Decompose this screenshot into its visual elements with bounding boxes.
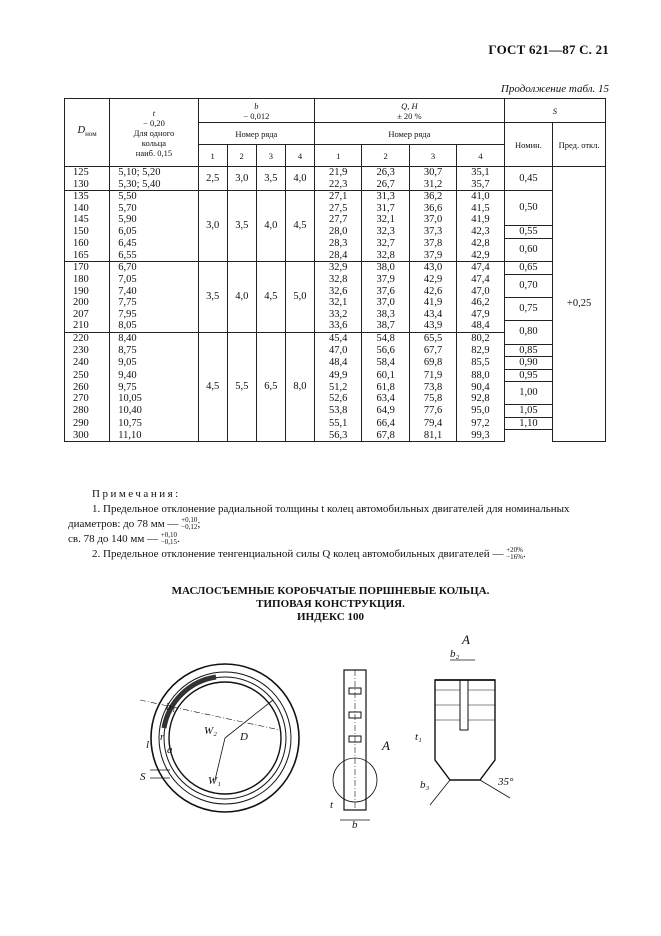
cell-t: 7,95 [110, 309, 198, 321]
cell-q: 97,2 [457, 417, 504, 430]
table-row [65, 274, 606, 286]
cell-d: 230 [65, 344, 110, 357]
cell-s-nominal: 0,50 [504, 191, 552, 226]
cell-b: 5,5 [227, 332, 256, 442]
cell-q: 32,9 [315, 262, 362, 275]
cell-q: 33,2 [315, 309, 362, 321]
cell-q: 45,4 [315, 332, 362, 344]
cell-q: 42,9 [409, 274, 456, 286]
cell-s-nominal: 0,85 [504, 344, 552, 357]
label-t1: t₁ [415, 731, 422, 743]
cell-t: 6,55 [110, 250, 198, 262]
table-row [65, 167, 606, 179]
table-row [65, 357, 606, 370]
cell-q: 67,8 [362, 430, 409, 442]
cell-q: 28,3 [315, 238, 362, 250]
table-row [65, 382, 606, 394]
table-row [65, 262, 606, 275]
cell-q: 77,6 [409, 405, 456, 418]
num: 2 [227, 145, 256, 167]
cell-q: 71,9 [409, 369, 456, 382]
cell-q: 46,2 [457, 297, 504, 309]
cell-q: 41,9 [457, 214, 504, 226]
cell-t: 10,40 [110, 405, 198, 418]
cell-q: 30,7 [409, 167, 456, 179]
cell-t: 8,05 [110, 320, 198, 332]
notes-heading: Примечания: [92, 488, 181, 500]
cell-q: 48,4 [315, 357, 362, 370]
s-nominal-head: Номин. [504, 123, 552, 167]
cell-d: 135 [65, 191, 110, 203]
cell-d: 250 [65, 369, 110, 382]
cell-b: 3,5 [227, 191, 256, 262]
label-b1: b₁ [166, 701, 176, 713]
cell-q: 67,7 [409, 344, 456, 357]
cell-q: 55,1 [315, 417, 362, 430]
cell-d: 290 [65, 417, 110, 430]
cell-d: 145 [65, 214, 110, 226]
label-w1: W₁ [208, 775, 221, 787]
cell-b: 8,0 [285, 332, 314, 442]
cell-t: 7,40 [110, 286, 198, 298]
cell-q: 43,0 [409, 262, 456, 275]
cell-t: 5,50 [110, 191, 198, 203]
cell-q: 37,0 [362, 297, 409, 309]
cell-q: 69,8 [409, 357, 456, 370]
cell-q: 27,1 [315, 191, 362, 203]
table-row [65, 430, 606, 442]
cell-q: 32,7 [362, 238, 409, 250]
cell-q: 22,3 [315, 179, 362, 191]
cell-t: 8,75 [110, 344, 198, 357]
cell-q: 52,6 [315, 393, 362, 405]
cell-q: 73,8 [409, 382, 456, 394]
head-b: b − 0,012 [198, 99, 314, 123]
label-l: l [146, 739, 150, 751]
cell-q: 35,7 [457, 179, 504, 191]
ring-section-view [333, 670, 377, 820]
cell-q: 26,3 [362, 167, 409, 179]
cell-q: 41,9 [409, 297, 456, 309]
cell-t: 10,05 [110, 393, 198, 405]
cell-b: 3,0 [227, 167, 256, 191]
cell-q: 64,9 [362, 405, 409, 418]
cell-q: 65,5 [409, 332, 456, 344]
cell-q: 75,8 [409, 393, 456, 405]
cell-s-nominal: 0,75 [504, 297, 552, 320]
note-1c: св. 78 до 140 мм — +0,10 −0,15. [68, 531, 180, 546]
cell-q: 90,4 [457, 382, 504, 394]
cell-q: 43,9 [409, 320, 456, 332]
num: 2 [362, 145, 409, 167]
cell-q: 32,1 [362, 214, 409, 226]
label-d: D [240, 731, 248, 743]
cell-d: 170 [65, 262, 110, 275]
cell-d: 280 [65, 405, 110, 418]
cell-d: 207 [65, 309, 110, 321]
cell-q: 28,0 [315, 226, 362, 239]
table-row [65, 320, 606, 332]
cell-q: 63,4 [362, 393, 409, 405]
label-t: t [330, 799, 334, 811]
note-2: 2. Предельное отклонение тенгенциальной силы Q колец автомобильных двигателей — +20% −16%. [92, 546, 526, 561]
cell-t: 8,40 [110, 332, 198, 344]
cell-q: 38,3 [362, 309, 409, 321]
cell-q: 38,7 [362, 320, 409, 332]
cell-b: 3,5 [198, 262, 227, 333]
cell-d: 300 [65, 430, 110, 442]
cell-b: 4,0 [285, 167, 314, 191]
cell-q: 47,0 [315, 344, 362, 357]
cell-q: 61,8 [362, 382, 409, 394]
cell-q: 85,5 [457, 357, 504, 370]
label-w2: W₂ [204, 725, 217, 737]
cell-q: 35,1 [457, 167, 504, 179]
cell-t: 11,10 [110, 430, 198, 442]
cell-q: 88,0 [457, 369, 504, 382]
cell-q: 80,2 [457, 332, 504, 344]
cell-q: 43,4 [409, 309, 456, 321]
cell-d: 260 [65, 382, 110, 394]
note-1b: диаметров: до 78 мм — +0,10 −0,12; [68, 516, 201, 531]
cell-s-nominal: 0,90 [504, 357, 552, 370]
cell-q: 54,8 [362, 332, 409, 344]
cell-q: 28,4 [315, 250, 362, 262]
label-A-2: A [462, 632, 470, 647]
cell-q: 38,0 [362, 262, 409, 275]
cell-q: 41,0 [457, 191, 504, 203]
cell-d: 180 [65, 274, 110, 286]
cell-t: 9,40 [110, 369, 198, 382]
num: 4 [285, 145, 314, 167]
cell-q: 47,9 [457, 309, 504, 321]
cell-q: 47,4 [457, 262, 504, 275]
cell-t: 6,45 [110, 238, 198, 250]
cell-b: 4,5 [198, 332, 227, 442]
cell-q: 32,1 [315, 297, 362, 309]
cell-s-nominal: 0,60 [504, 238, 552, 262]
cell-b: 2,5 [198, 167, 227, 191]
label-s: S [140, 771, 146, 783]
cell-t: 6,05 [110, 226, 198, 239]
cell-q: 42,6 [409, 286, 456, 298]
cell-q: 31,2 [409, 179, 456, 191]
head-d: $D_{ном}$ [65, 99, 110, 167]
cell-s-nominal: 1,00 [504, 382, 552, 405]
cell-q: 49,9 [315, 369, 362, 382]
cell-q: 37,8 [409, 238, 456, 250]
cell-t: 5,10; 5,20 [110, 167, 198, 179]
cell-s-nominal: 1,10 [504, 417, 552, 430]
cell-s-nominal: 0,70 [504, 274, 552, 297]
head-t: t − 0,20 Для одного кольца наиб. 0,15 [110, 99, 198, 167]
cell-t: 5,30; 5,40 [110, 179, 198, 191]
label-r: r [160, 731, 165, 743]
cell-q: 79,4 [409, 417, 456, 430]
row-number-q: Номер ряда [315, 123, 505, 145]
cell-t: 5,70 [110, 203, 198, 215]
cell-d: 210 [65, 320, 110, 332]
cell-q: 32,8 [315, 274, 362, 286]
cell-q: 26,7 [362, 179, 409, 191]
cell-d: 165 [65, 250, 110, 262]
cell-q: 37,3 [409, 226, 456, 239]
cell-t: 7,05 [110, 274, 198, 286]
cell-q: 37,6 [362, 286, 409, 298]
cell-d: 270 [65, 393, 110, 405]
notes [68, 487, 607, 562]
cell-q: 21,9 [315, 167, 362, 179]
cell-q: 47,0 [457, 286, 504, 298]
cell-s-deviation: +0,25 [553, 167, 606, 442]
cell-b: 4,0 [227, 262, 256, 333]
cell-q: 53,8 [315, 405, 362, 418]
cell-q: 99,3 [457, 430, 504, 442]
cell-q: 27,5 [315, 203, 362, 215]
cell-d: 140 [65, 203, 110, 215]
cell-q: 32,3 [362, 226, 409, 239]
cell-q: 48,4 [457, 320, 504, 332]
row-number-b: Номер ряда [198, 123, 314, 145]
cell-d: 200 [65, 297, 110, 309]
cell-b: 4,5 [285, 191, 314, 262]
cell-d: 240 [65, 357, 110, 370]
num: 4 [457, 145, 504, 167]
cell-b: 3,0 [198, 191, 227, 262]
cell-q: 81,1 [409, 430, 456, 442]
cell-s-nominal: 0,95 [504, 369, 552, 382]
note-1a: 1. Предельное отклонение радиальной толщины t колец автомобильных двигателей для номинальных [92, 503, 570, 515]
cell-q: 56,3 [315, 430, 362, 442]
cell-s-nominal: 1,05 [504, 405, 552, 418]
cell-q: 60,1 [362, 369, 409, 382]
head-q: Q, Н ± 20 % [315, 99, 505, 123]
table-row [65, 417, 606, 430]
cell-q: 37,0 [409, 214, 456, 226]
cell-t: 6,70 [110, 262, 198, 275]
s-deviation-head: Пред. откл. [553, 123, 606, 167]
table-row [65, 344, 606, 357]
cell-q: 33,6 [315, 320, 362, 332]
cell-s-nominal: 0,45 [504, 167, 552, 191]
label-a: a [167, 744, 173, 756]
cell-d: 125 [65, 167, 110, 179]
cell-t: 9,05 [110, 357, 198, 370]
num: 1 [198, 145, 227, 167]
num: 3 [256, 145, 285, 167]
page-header: ГОСТ 621—87 С. 21 [488, 42, 609, 57]
cell-q: 47,4 [457, 274, 504, 286]
cell-q: 42,9 [457, 250, 504, 262]
cell-s-nominal: 0,80 [504, 320, 552, 344]
label-b2: b₂ [450, 648, 460, 660]
cell-t: 10,75 [110, 417, 198, 430]
label-angle: 35° [498, 776, 514, 788]
cell-q: 36,2 [409, 191, 456, 203]
cell-q: 27,7 [315, 214, 362, 226]
ring-parameters-table [64, 98, 606, 442]
cell-b: 4,0 [256, 191, 285, 262]
table-row [65, 238, 606, 250]
cell-q: 82,9 [457, 344, 504, 357]
cell-t: 5,90 [110, 214, 198, 226]
head-s: S [504, 99, 605, 123]
cell-s-nominal: 0,65 [504, 262, 552, 275]
cell-q: 42,3 [457, 226, 504, 239]
num: 3 [409, 145, 456, 167]
cell-b: 6,5 [256, 332, 285, 442]
cell-q: 36,6 [409, 203, 456, 215]
label-b3: b₃ [420, 779, 430, 791]
cell-t: 7,75 [110, 297, 198, 309]
cell-q: 37,9 [409, 250, 456, 262]
cell-q: 31,7 [362, 203, 409, 215]
table-row [65, 191, 606, 203]
cell-d: 190 [65, 286, 110, 298]
cell-q: 32,8 [362, 250, 409, 262]
cell-b: 4,5 [256, 262, 285, 333]
cell-q: 31,3 [362, 191, 409, 203]
cell-q: 92,8 [457, 393, 504, 405]
cell-b: 5,0 [285, 262, 314, 333]
section-title: МАСЛОСЪЕМНЫЕ КОРОБЧАТЫЕ ПОРШНЕВЫЕ КОЛЬЦА. ТИПОВАЯ КОНСТРУКЦИЯ. ИНДЕКС 100 [171, 585, 490, 623]
cell-d: 130 [65, 179, 110, 191]
cell-q: 32,6 [315, 286, 362, 298]
cell-t: 9,75 [110, 382, 198, 394]
cell-q: 58,4 [362, 357, 409, 370]
num: 1 [315, 145, 362, 167]
cell-b: 3,5 [256, 167, 285, 191]
table-continuation-label: Продолжение табл. 15 [500, 83, 609, 95]
cell-q: 95,0 [457, 405, 504, 418]
cell-q: 66,4 [362, 417, 409, 430]
cell-q: 41,5 [457, 203, 504, 215]
label-b: b [352, 819, 358, 830]
cell-d: 150 [65, 226, 110, 239]
cell-d: 220 [65, 332, 110, 344]
table-row [65, 226, 606, 239]
cell-d: 160 [65, 238, 110, 250]
cell-q: 51,2 [315, 382, 362, 394]
table-row [65, 369, 606, 382]
ring-drawing [130, 630, 600, 830]
cell-q: 42,8 [457, 238, 504, 250]
table-row [65, 405, 606, 418]
table-row [65, 297, 606, 309]
cell-q: 37,9 [362, 274, 409, 286]
cell-q: 56,6 [362, 344, 409, 357]
cell-s-nominal: 0,55 [504, 226, 552, 239]
label-A-1: A [382, 738, 390, 753]
